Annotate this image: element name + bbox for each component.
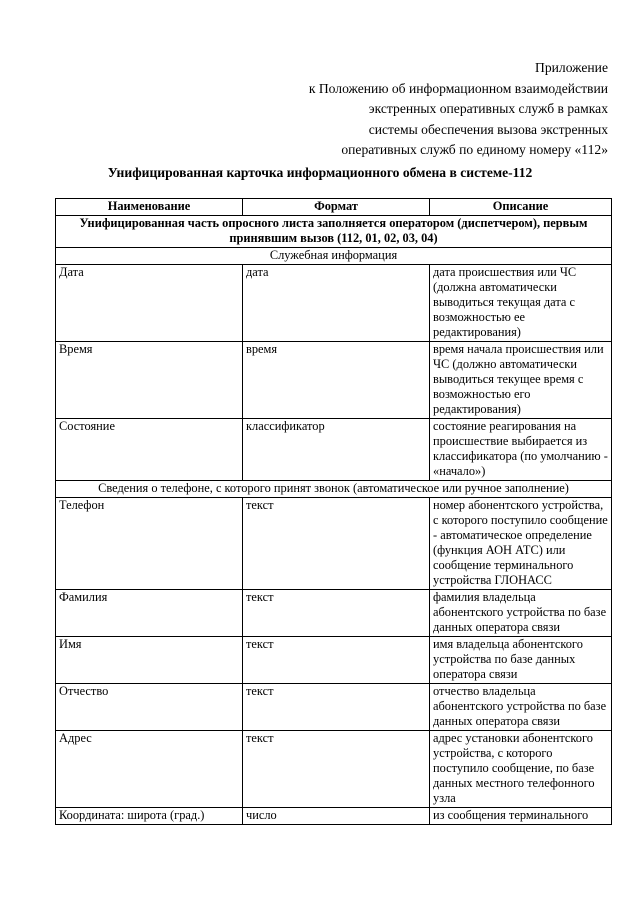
cell-description: дата происшествия или ЧС (должна автоматически выводиться текущая дата с возможностью ее редактирования) bbox=[430, 265, 612, 342]
cell-description: состояние реагирования на происшествие выбирается из классификатора (по умолчанию - «начало») bbox=[430, 419, 612, 481]
unified-note: Унифицированная часть опросного листа заполняется оператором (диспетчером), первым принявшим вызов (112, 01, 02, 03, 04) bbox=[56, 216, 612, 248]
cell-format: текст bbox=[243, 637, 430, 684]
table-row bbox=[56, 498, 612, 590]
cell-format: текст bbox=[243, 590, 430, 637]
cell-format: время bbox=[243, 342, 430, 419]
table-header-row bbox=[56, 199, 612, 216]
section-phone-info: Сведения о телефоне, с которого принят звонок (автоматическое или ручное заполнение) bbox=[56, 481, 612, 498]
column-header-description: Описание bbox=[430, 199, 612, 216]
table-row bbox=[56, 731, 612, 808]
cell-name: Адрес bbox=[56, 731, 243, 808]
cell-format: текст bbox=[243, 731, 430, 808]
table-row bbox=[56, 684, 612, 731]
cell-description: отчество владельца абонентского устройства по базе данных оператора связи bbox=[430, 684, 612, 731]
appendix-line: экстренных оперативных служб в рамках bbox=[368, 101, 608, 116]
table-row bbox=[56, 808, 612, 825]
column-header-format: Формат bbox=[243, 199, 430, 216]
cell-description: время начала происшествия или ЧС (должно автоматически выводиться текущее время с возможностью его редактирования) bbox=[430, 342, 612, 419]
unified-note-row bbox=[56, 216, 612, 248]
cell-format: число bbox=[243, 808, 430, 825]
appendix-line: Приложение bbox=[535, 60, 608, 75]
document-title: Унифицированная карточка информационного обмена в системе-112 bbox=[107, 165, 533, 180]
cell-name: Отчество bbox=[56, 684, 243, 731]
appendix-header bbox=[309, 58, 608, 161]
cell-name: Имя bbox=[56, 637, 243, 684]
table-row bbox=[56, 342, 612, 419]
cell-name: Фамилия bbox=[56, 590, 243, 637]
cell-format: дата bbox=[243, 265, 430, 342]
section-row bbox=[56, 481, 612, 498]
appendix-line: системы обеспечения вызова экстренных bbox=[368, 121, 608, 137]
cell-format: текст bbox=[243, 684, 430, 731]
table-row bbox=[56, 419, 612, 481]
cell-format: текст bbox=[243, 498, 430, 590]
cell-name: Телефон bbox=[56, 498, 243, 590]
table-row bbox=[56, 637, 612, 684]
section-row bbox=[56, 248, 612, 265]
cell-name: Состояние bbox=[56, 419, 243, 481]
cell-description: из сообщения терминального bbox=[430, 808, 612, 825]
column-header-name: Наименование bbox=[56, 199, 243, 216]
info-exchange-table bbox=[55, 198, 612, 825]
cell-description: номер абонентского устройства, с которого поступило сообщение - автоматическое определение (функция АОН АТС) или сообщение терминального устройства ГЛОНАСС bbox=[430, 498, 612, 590]
table-row bbox=[56, 590, 612, 637]
cell-format: классификатор bbox=[243, 419, 430, 481]
table-row bbox=[56, 265, 612, 342]
cell-description: имя владельца абонентского устройства по базе данных оператора связи bbox=[430, 637, 612, 684]
section-service-info: Служебная информация bbox=[56, 248, 612, 265]
appendix-line: к Положению об информационном взаимодействии bbox=[308, 80, 608, 96]
cell-description: адрес установки абонентского устройства, с которого поступило сообщение, по базе данных местного телефонного узла bbox=[430, 731, 612, 808]
cell-name: Координата: широта (град.) bbox=[56, 808, 243, 825]
cell-name: Время bbox=[56, 342, 243, 419]
cell-name: Дата bbox=[56, 265, 243, 342]
appendix-line: оперативных служб по единому номеру «112» bbox=[341, 142, 608, 157]
cell-description: фамилия владельца абонентского устройства по базе данных оператора связи bbox=[430, 590, 612, 637]
